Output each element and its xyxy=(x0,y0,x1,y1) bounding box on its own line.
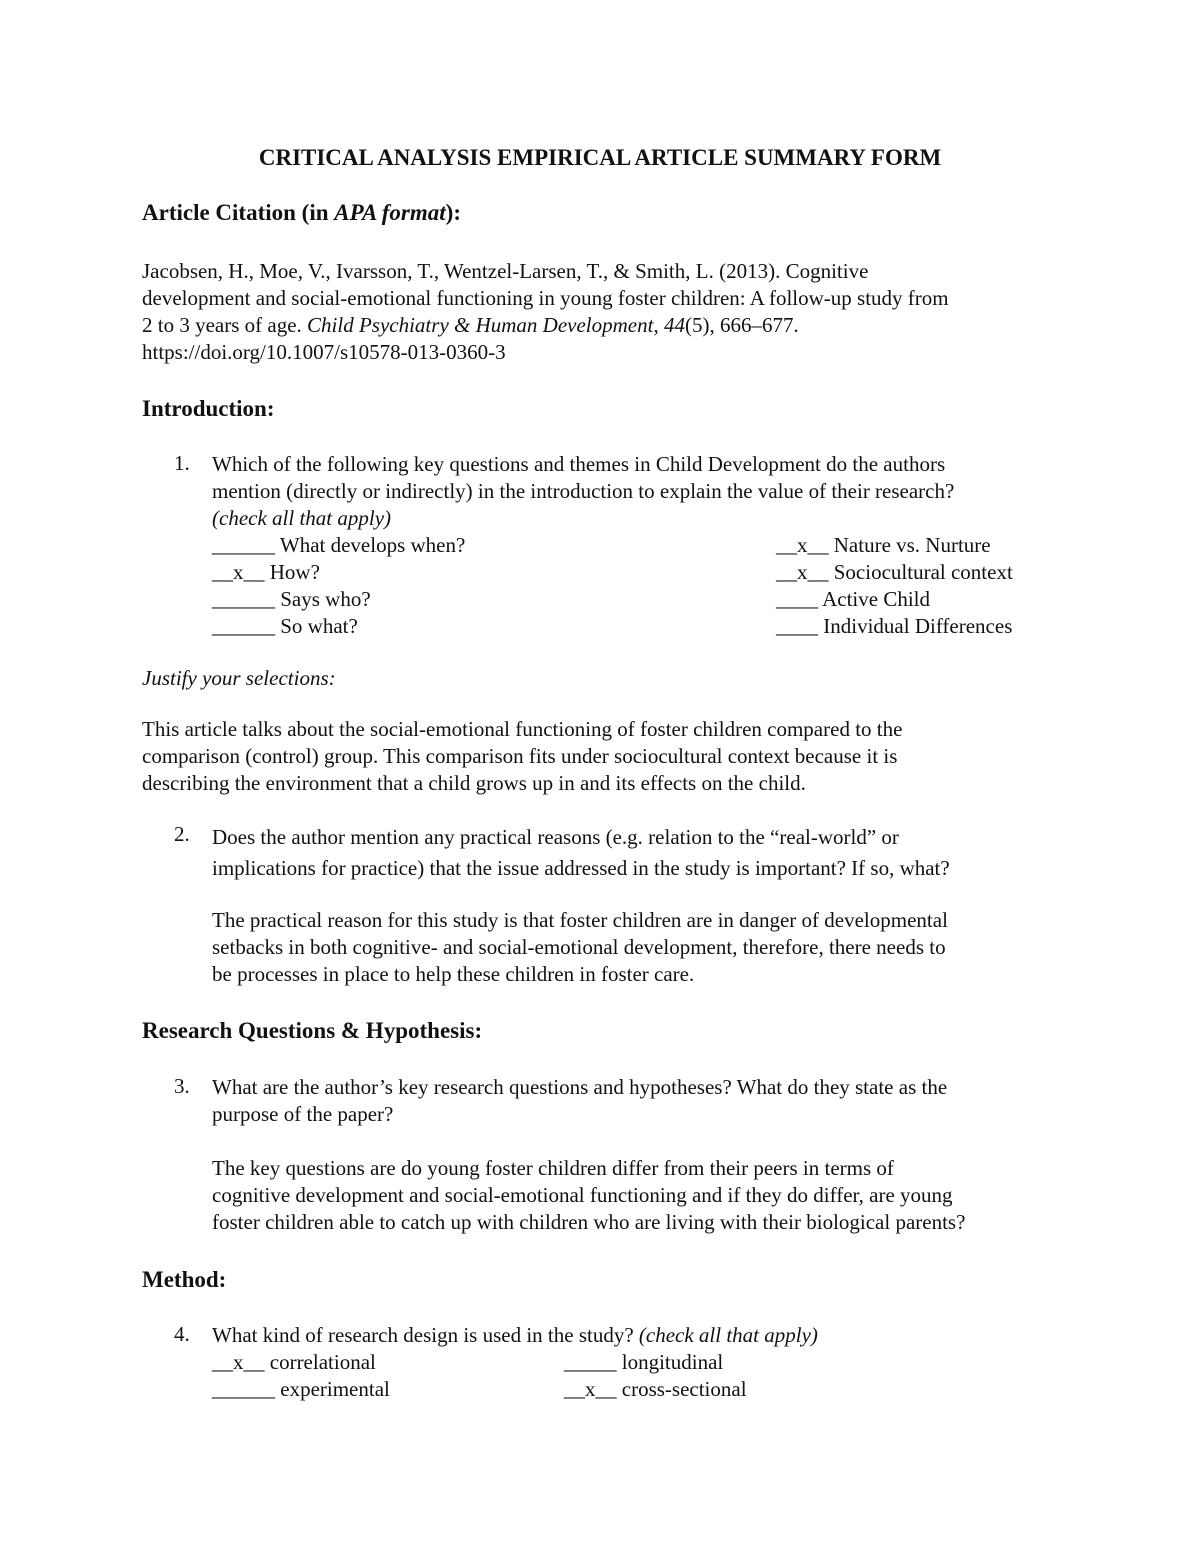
option-label: How? xyxy=(269,560,320,584)
question-2-answer xyxy=(212,907,948,988)
option-experimental xyxy=(212,1376,390,1403)
question-1-line-1: Which of the following key questions and themes in Child Development do the authors xyxy=(212,452,946,476)
citation-sep: , xyxy=(653,313,664,337)
option-says-who xyxy=(212,586,371,613)
question-2-answer-line-3: be processes in place to help these children in foster care. xyxy=(212,962,695,986)
question-2-line-2: implications for practice) that the issue addressed in the study is important? If so, what? xyxy=(212,856,950,880)
option-label: So what? xyxy=(280,614,358,638)
citation-heading xyxy=(142,200,461,226)
question-2-answer-line-1: The practical reason for this study is that foster children are in danger of developmental xyxy=(212,908,948,932)
question-4-instruction: (check all that apply) xyxy=(638,1323,818,1347)
citation-line-3-post: (5), 666–677. xyxy=(684,313,799,337)
question-3-answer xyxy=(212,1155,965,1236)
question-3-answer-line-1: The key questions are do young foster children differ from their peers in terms of xyxy=(212,1156,894,1180)
option-cross-sectional xyxy=(564,1376,747,1403)
citation-line-3-pre: 2 to 3 years of age. xyxy=(142,313,308,337)
question-3-line-2: purpose of the paper? xyxy=(212,1102,394,1126)
option-label: Active Child xyxy=(822,587,930,611)
option-mark: __x__ xyxy=(212,560,265,584)
citation-journal: Child Psychiatry & Human Development xyxy=(307,313,654,337)
option-label: correlational xyxy=(269,1350,376,1374)
question-3-answer-line-3: foster children able to catch up with children who are living with their biological parents? xyxy=(212,1210,966,1234)
method-heading: Method: xyxy=(142,1267,227,1292)
option-label: Individual Differences xyxy=(823,614,1013,638)
option-label: cross-sectional xyxy=(621,1377,747,1401)
option-mark: __x__ xyxy=(776,533,829,557)
justification-line-2: comparison (control) group. This comparison fits under sociocultural context because it is xyxy=(142,744,898,768)
option-label: Sociocultural context xyxy=(833,560,1013,584)
option-nature-vs-nurture xyxy=(776,532,991,559)
question-1-line-2: mention (directly or indirectly) in the introduction to explain the value of their research? xyxy=(212,479,955,503)
citation-heading-prefix: Article Citation (in xyxy=(142,200,335,225)
justification-line-1: This article talks about the social-emotional functioning of foster children compared to the xyxy=(142,717,903,741)
option-how xyxy=(212,559,320,586)
citation-heading-italic: APA format xyxy=(334,200,446,225)
justification-text xyxy=(142,716,1062,797)
option-correlational xyxy=(212,1349,376,1376)
option-mark: ______ xyxy=(212,587,275,611)
question-2-number: 2. xyxy=(174,822,190,846)
option-longitudinal xyxy=(564,1349,723,1376)
option-so-what xyxy=(212,613,358,640)
question-4-line-1: What kind of research design is used in the study? xyxy=(212,1323,639,1347)
citation-heading-suffix: ): xyxy=(445,200,461,225)
option-mark: ____ xyxy=(776,614,818,638)
citation-doi: https://doi.org/10.1007/s10578-013-0360-3 xyxy=(142,340,506,364)
option-what-develops-when xyxy=(212,532,465,559)
option-mark: ______ xyxy=(212,1377,275,1401)
question-3-text xyxy=(212,1074,947,1128)
question-2-line-1: Does the author mention any practical reasons (e.g. relation to the “real-world” or xyxy=(212,825,899,849)
citation-text xyxy=(142,258,1062,366)
option-label: Says who? xyxy=(280,587,371,611)
introduction-heading: Introduction: xyxy=(142,396,275,421)
citation-line-2: development and social-emotional functioning in young foster children: A follow-up study from xyxy=(142,286,949,310)
citation-volume: 44 xyxy=(663,313,685,337)
option-individual-differences xyxy=(776,613,1012,640)
justify-label: Justify your selections: xyxy=(142,666,336,690)
justification-line-3: describing the environment that a child grows up in and its effects on the child. xyxy=(142,771,806,795)
question-1-text xyxy=(212,451,954,532)
question-4-text xyxy=(212,1322,818,1349)
question-2-text xyxy=(212,822,950,884)
question-3-answer-line-2: cognitive development and social-emotional functioning and if they do differ, are young xyxy=(212,1183,953,1207)
page-title: CRITICAL ANALYSIS EMPIRICAL ARTICLE SUMMARY FORM xyxy=(258,145,942,170)
option-mark: __x__ xyxy=(212,1350,265,1374)
question-2-answer-line-2: setbacks in both cognitive- and social-emotional development, therefore, there needs to xyxy=(212,935,946,959)
research-heading: Research Questions & Hypothesis: xyxy=(142,1018,483,1043)
question-3-number: 3. xyxy=(174,1074,190,1098)
question-4-number: 4. xyxy=(174,1322,190,1346)
option-active-child xyxy=(776,586,930,613)
option-label: Nature vs. Nurture xyxy=(833,533,991,557)
option-label: What develops when? xyxy=(279,533,466,557)
question-1-instruction: (check all that apply) xyxy=(212,506,392,530)
option-label: longitudinal xyxy=(621,1350,724,1374)
option-label: experimental xyxy=(280,1377,390,1401)
question-1-number: 1. xyxy=(174,451,190,475)
option-mark: ______ xyxy=(212,533,275,557)
option-mark: __x__ xyxy=(564,1377,617,1401)
question-3-line-1: What are the author’s key research questions and hypotheses? What do they state as the xyxy=(212,1075,948,1099)
option-mark: __x__ xyxy=(776,560,829,584)
option-sociocultural-context xyxy=(776,559,1013,586)
citation-line-1: Jacobsen, H., Moe, V., Ivarsson, T., Wentzel-Larsen, T., & Smith, L. (2013). Cognitive xyxy=(142,259,869,283)
option-mark: _____ xyxy=(564,1350,617,1374)
option-mark: ______ xyxy=(212,614,275,638)
citation-line-3 xyxy=(142,312,1062,339)
option-mark: ____ xyxy=(776,587,818,611)
